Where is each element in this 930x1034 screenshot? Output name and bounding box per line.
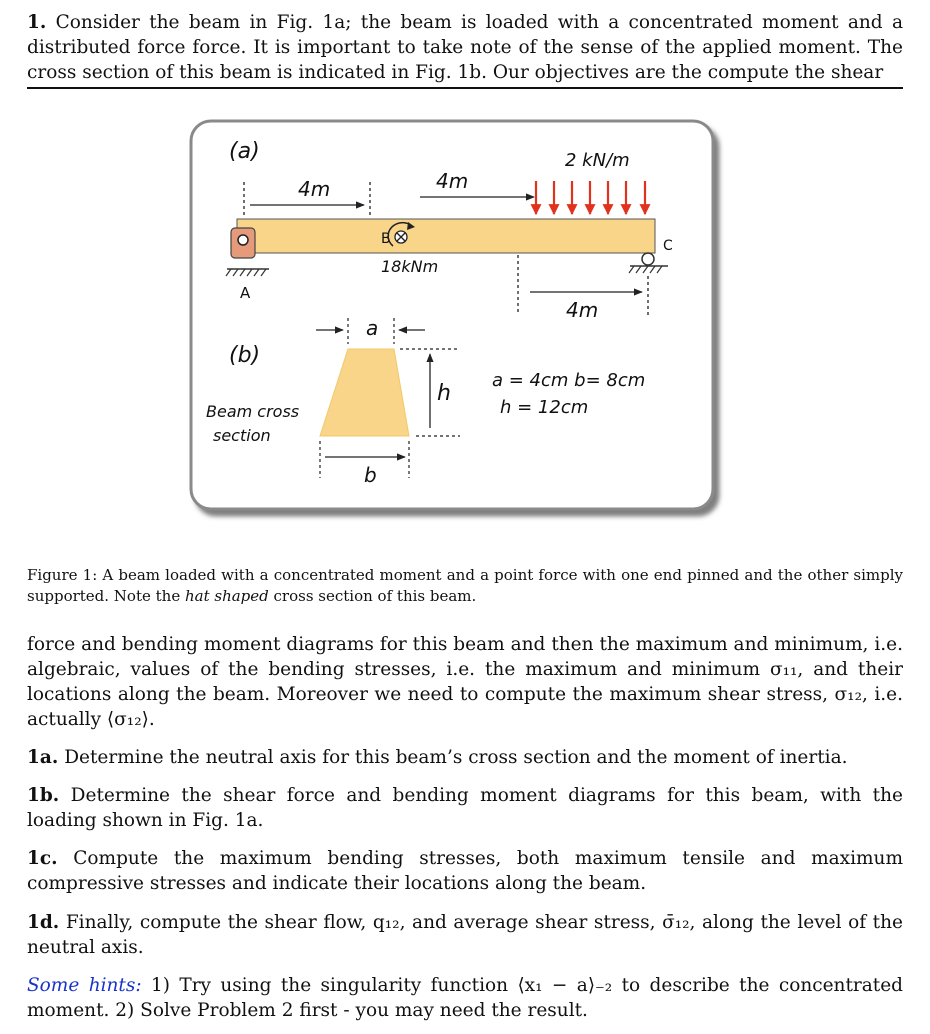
dim-label-right: 4m xyxy=(566,298,599,322)
part-1d xyxy=(27,910,903,960)
part-label: 1b. xyxy=(27,785,60,806)
problem-number: 1. xyxy=(27,12,47,33)
dim-label-left: 4m xyxy=(298,177,331,201)
part-text: Finally, compute the shear flow, q₁₂, and average shear stress, σ̄₁₂, along the level of the neutral axis. xyxy=(27,912,903,958)
part-label: 1c. xyxy=(27,848,58,869)
part-text: Determine the shear force and bending moment diagrams for this beam, with the loading shown in Fig. 1a. xyxy=(27,785,903,831)
hints-label: Some hints: xyxy=(27,975,142,996)
point-label-b: B xyxy=(381,231,391,247)
moment-label: 18kNm xyxy=(381,257,439,276)
dim-a-label: a xyxy=(366,316,379,340)
caption-emphasis: hat shaped xyxy=(184,587,269,605)
dims-values-line1: a = 4cm b= 8cm xyxy=(492,370,646,391)
section-label-line2: section xyxy=(213,426,271,445)
part-label: 1d. xyxy=(27,912,60,933)
hints-text: 1) Try using the singularity function ⟨x₁ − a⟩₋₂ to describe the concentrated moment. 2) Solve Problem 2 first - you may need the result. xyxy=(27,975,903,1021)
point-label-c: C xyxy=(663,238,673,254)
dims-values-line2: h = 12cm xyxy=(500,397,589,418)
part-1a xyxy=(27,745,903,770)
point-label-a: A xyxy=(240,284,251,302)
dim-h-label: h xyxy=(437,381,451,406)
hints xyxy=(27,973,903,1023)
problem-continuation: force and bending moment diagrams for this beam and then the maximum and minimum, i.e. algebraic, values of the bending stresses, i.e. the maximum and minimum σ₁₁, and their locations along the beam. Moreover we need to compute the maximum shear stress, σ₁₂, i.e. actually ⟨σ₁₂⟩. xyxy=(27,634,903,730)
part-text: Compute the maximum bending stresses, both maximum tensile and maximum compressive stresses and indicate their locations along the beam. xyxy=(27,848,904,894)
part-text: Determine the neutral axis for this beam’s cross section and the moment of inertia. xyxy=(64,747,848,768)
figure-caption: Figure 1: A beam loaded with a concentrated moment and a point force with one end pinned and the other simply supported. Note the hat shaped cross section of this beam. xyxy=(27,566,903,605)
figure-label-b: (b) xyxy=(229,343,261,368)
part-1c xyxy=(27,846,903,896)
load-label: 2 kN/m xyxy=(565,150,630,171)
part-label: 1a. xyxy=(27,747,59,768)
dim-b-label: b xyxy=(364,463,377,487)
section-label-line1: Beam cross xyxy=(206,402,300,421)
figure-label-a: (a) xyxy=(229,139,260,164)
beam xyxy=(237,219,655,253)
problem-intro-text: Consider the beam in Fig. 1a; the beam is loaded with a concentrated moment and a distributed force force. It is important to take note of the sense of the applied moment. The cross section of this beam is indicated in Fig. 1b. Our objectives are the compute the shear xyxy=(27,12,903,83)
dim-label-mid: 4m xyxy=(436,169,469,193)
part-1b xyxy=(27,783,903,833)
